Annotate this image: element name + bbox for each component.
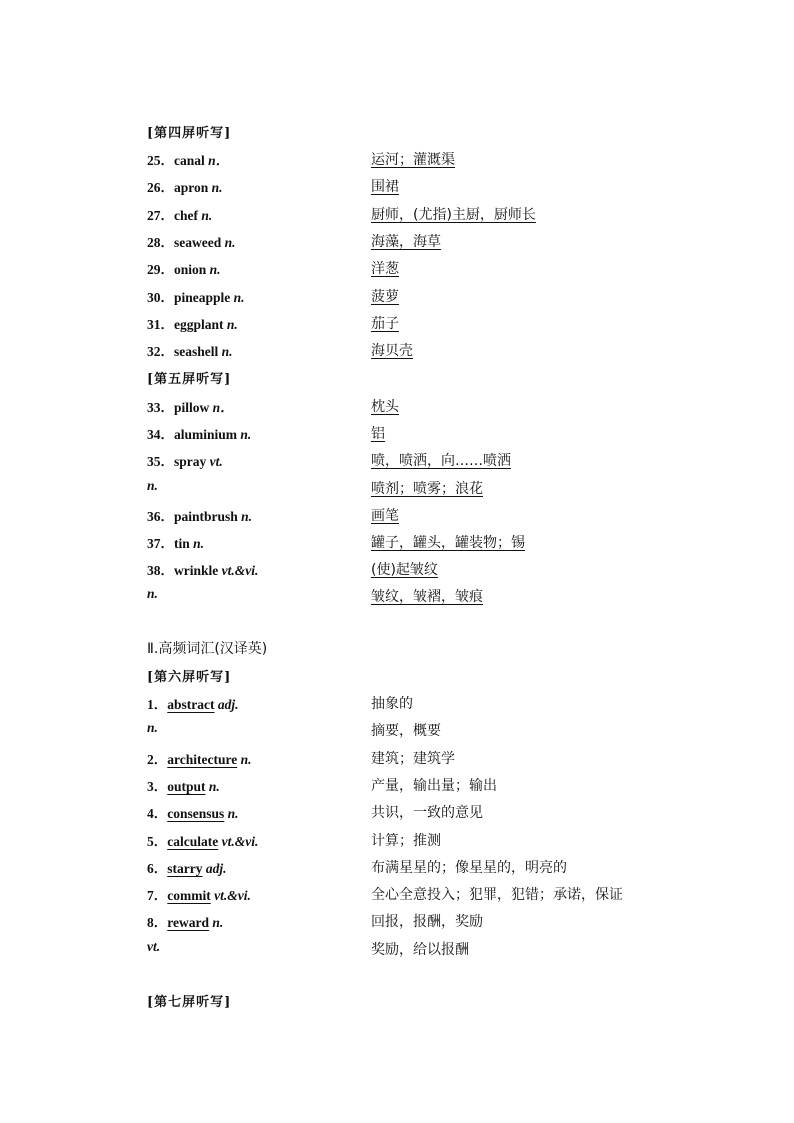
vocab-term [147, 720, 158, 736]
section-header-4: [第四屏听写] [147, 126, 232, 141]
section-header-7: [第七屏听写] [147, 995, 232, 1010]
part-of-speech: n. [208, 778, 220, 794]
vocab-term [147, 802, 239, 822]
vocab-word: eggplant [174, 316, 224, 332]
item-number: 32． [147, 344, 174, 360]
vocab-meaning: 画笔 [371, 507, 399, 524]
vocab-term [147, 450, 223, 470]
vocab-row [0, 258, 794, 280]
part-of-speech: n. [227, 806, 239, 822]
item-number: 35． [147, 454, 174, 470]
part-of-speech: n. [147, 586, 158, 602]
vocab-row [0, 830, 794, 852]
part-of-speech: n. [201, 207, 213, 223]
part-of-speech: n. [241, 508, 253, 524]
item-number: 5． [147, 833, 168, 849]
part-of-speech: n. [147, 720, 158, 736]
part-of-speech: vt. [209, 454, 223, 470]
vocab-term [147, 286, 245, 306]
part-of-speech: vt. [147, 938, 161, 954]
vocab-word: output [167, 778, 206, 794]
vocab-word: architecture [167, 751, 238, 767]
vocab-term [147, 748, 252, 768]
vocab-word: pillow [174, 400, 210, 415]
vocab-meaning: 洋葱 [371, 261, 399, 278]
vocab-word: seaweed [174, 234, 222, 250]
vocab-row [0, 286, 794, 308]
vocab-meaning: 建筑；建筑学 [371, 750, 455, 767]
part-of-speech: adj. [205, 860, 227, 876]
vocab-term [147, 340, 233, 360]
vocab-term [147, 204, 212, 224]
vocab-row [0, 204, 794, 226]
item-number: 3． [147, 778, 168, 794]
part-of-speech: n． [212, 400, 234, 415]
part-of-speech: n. [209, 262, 221, 278]
part-title: Ⅱ.高频词汇(汉译英) [147, 641, 268, 657]
vocab-meaning: 运河；灌溉渠 [371, 152, 455, 168]
vocab-meaning: 共识，一致的意见 [371, 805, 483, 822]
vocab-row [0, 423, 794, 445]
item-number: 28． [147, 234, 174, 250]
vocab-row [0, 748, 794, 770]
vocab-term [147, 532, 204, 552]
item-number: 2． [147, 751, 168, 767]
vocab-row [0, 450, 794, 472]
vocab-term [147, 505, 252, 525]
vocab-term [147, 478, 158, 494]
item-number: 36． [147, 508, 174, 524]
item-number: 25． [147, 153, 174, 168]
item-number: 38． [147, 563, 174, 579]
vocab-term [147, 149, 229, 169]
vocab-term [147, 911, 223, 931]
part-of-speech: n. [233, 289, 245, 305]
vocab-term [147, 586, 158, 602]
vocab-term [147, 258, 221, 278]
vocab-word: chef [174, 207, 198, 223]
vocab-meaning: 厨师，(尤指)主厨，厨师长 [371, 206, 536, 223]
vocab-word: spray [174, 454, 207, 470]
vocab-word: paintbrush [174, 508, 238, 524]
vocab-row [0, 478, 794, 500]
item-number: 7． [147, 888, 168, 904]
vocab-meaning: 茄子 [371, 315, 399, 332]
vocab-term [147, 313, 238, 333]
vocab-meaning: 围裙 [371, 179, 399, 196]
part-of-speech: n. [212, 915, 224, 931]
part-of-speech: n. [240, 751, 252, 767]
vocab-row [0, 802, 794, 824]
section-header-5: [第五屏听写] [147, 372, 232, 387]
vocab-meaning: 计算；推测 [371, 832, 441, 849]
part-of-speech: adj. [217, 697, 239, 712]
vocab-row [0, 911, 794, 933]
item-number: 31． [147, 316, 174, 332]
vocab-word: reward [167, 915, 209, 931]
vocab-term [147, 231, 236, 251]
vocab-word: canal [174, 153, 205, 168]
section-header-6: [第六屏听写] [147, 670, 232, 685]
vocab-word: onion [174, 262, 207, 278]
vocab-row [0, 586, 794, 608]
vocab-row [0, 693, 794, 715]
part-of-speech: n． [208, 153, 230, 168]
vocab-word: commit [167, 888, 211, 904]
vocab-row [0, 149, 794, 171]
item-number: 34． [147, 427, 174, 443]
item-number: 4． [147, 806, 168, 822]
item-number: 29． [147, 262, 174, 278]
vocab-term [147, 423, 251, 443]
vocab-row [0, 313, 794, 335]
vocab-row [0, 720, 794, 742]
vocab-meaning: 全心全意投入；犯罪，犯错；承诺，保证 [371, 887, 623, 904]
vocab-term [147, 884, 251, 904]
vocab-word: aluminium [174, 427, 238, 443]
item-number: 1． [147, 697, 168, 712]
item-number: 30． [147, 289, 174, 305]
vocab-row [0, 857, 794, 879]
vocab-word: seashell [174, 344, 219, 360]
vocab-term [147, 939, 160, 955]
vocab-meaning: 抽象的 [371, 696, 413, 712]
vocab-meaning: 海贝壳 [371, 343, 413, 360]
vocab-meaning: 罐子，罐头，罐装物；锡 [371, 535, 525, 551]
vocab-meaning: 海藻，海草 [371, 233, 441, 250]
vocab-term [147, 559, 258, 579]
part-of-speech: vt.&vi. [214, 888, 251, 904]
vocab-meaning: 铝 [371, 426, 385, 443]
part-of-speech: n. [226, 316, 238, 332]
vocab-meaning: 布满星星的；像星星的，明亮的 [371, 859, 567, 876]
item-number: 33． [147, 400, 174, 415]
vocab-meaning: 喷剂；喷雾；浪花 [371, 480, 483, 497]
vocab-meaning: 喷，喷洒，向……喷洒 [371, 453, 511, 470]
item-number: 27． [147, 207, 174, 223]
part-of-speech: n. [240, 427, 252, 443]
part-of-speech: vt.&vi. [221, 563, 259, 579]
vocab-meaning: 摘要，概要 [371, 723, 441, 740]
vocab-word: starry [167, 860, 203, 876]
vocab-row [0, 884, 794, 906]
vocab-meaning: 枕头 [371, 399, 399, 415]
vocab-word: wrinkle [174, 563, 219, 579]
vocab-row [0, 176, 794, 198]
item-number: 37． [147, 536, 174, 551]
part-of-speech: n. [211, 180, 223, 196]
vocab-word: consensus [167, 806, 225, 822]
item-number: 26． [147, 180, 174, 196]
vocab-row [0, 340, 794, 362]
vocab-row [0, 775, 794, 797]
vocab-meaning: 产量，输出量；输出 [371, 777, 497, 794]
part-of-speech: vt.&vi. [221, 833, 259, 849]
part-of-speech: n. [147, 477, 158, 493]
vocab-term [147, 830, 258, 850]
vocab-term [147, 693, 239, 713]
vocab-row [0, 559, 794, 581]
vocab-meaning: (使)起皱纹 [371, 562, 438, 579]
part-of-speech: n. [193, 536, 205, 551]
item-number: 6． [147, 860, 168, 876]
vocab-term [147, 857, 227, 877]
vocab-row [0, 231, 794, 253]
vocab-term [147, 775, 220, 795]
vocab-word: pineapple [174, 289, 231, 305]
vocab-meaning: 奖励，给以报酬 [371, 941, 469, 958]
vocab-word: abstract [167, 697, 215, 712]
vocab-row [0, 532, 794, 554]
vocab-word: tin [174, 536, 190, 551]
vocab-meaning: 皱纹，皱褶，皱痕 [371, 589, 483, 606]
vocab-row [0, 505, 794, 527]
item-number: 8． [147, 915, 168, 931]
part-of-speech: n. [224, 234, 236, 250]
vocab-row [0, 939, 794, 961]
part-of-speech: n. [221, 344, 233, 360]
vocab-word: calculate [167, 833, 219, 849]
vocab-meaning: 回报，报酬，奖励 [371, 914, 483, 931]
vocab-meaning: 菠萝 [371, 288, 399, 305]
vocab-row [0, 396, 794, 418]
vocab-term [147, 396, 234, 416]
vocab-word: apron [174, 180, 209, 196]
vocab-term [147, 176, 223, 196]
